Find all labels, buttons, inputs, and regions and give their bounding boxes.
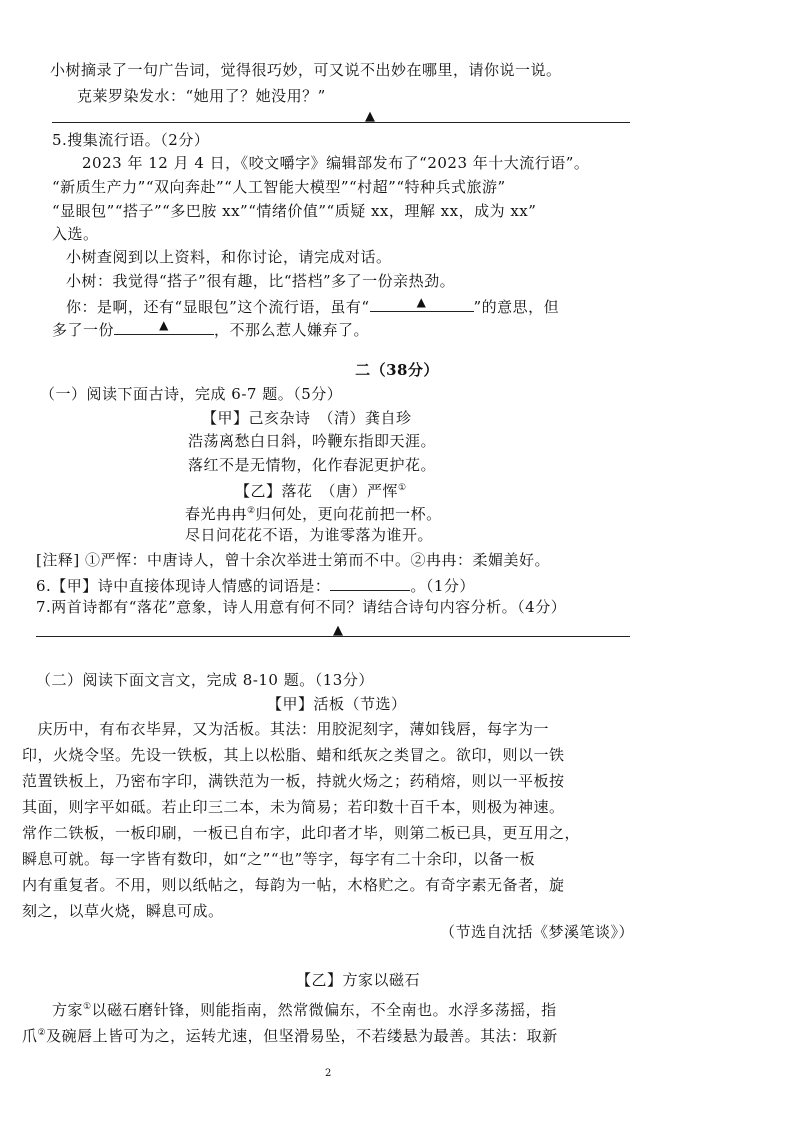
note-marker-1: ①: [83, 1002, 92, 1012]
text-a-line: 瞬息可就。每一字皆有数印，如“之”“也”等字，每字有二十余印，以备一板: [22, 850, 536, 868]
q5-blank-2[interactable]: [114, 318, 214, 335]
q5-dialogue-cont-text-a: 多了一份: [52, 321, 115, 339]
q5-dialogue-you-cont: [52, 318, 369, 340]
q6-blank[interactable]: [330, 574, 410, 591]
q5-paragraph-3: “显眼包”“搭子”“多巴胺 xx”“情绪价值”“质疑 xx，理解 xx，成为 xx”: [52, 202, 537, 220]
section-2-title: 二（38分）: [355, 361, 439, 379]
q4-intro: 小树摘录了一句广告词，觉得很巧妙，可又说不出妙在哪里，请你说一说。: [50, 61, 562, 79]
poem-1-line-2: 落红不是无情物，化作春泥更护花。: [188, 456, 437, 474]
text-b-line-2-b: 及碗唇上皆可为之，运转尤速，但坚滑易坠，不若缕悬为最善。其法：取新: [46, 1027, 558, 1045]
q5-title: 5.搜集流行语。（2分）: [52, 131, 210, 149]
blank-triangle-icon: ▲: [416, 295, 427, 309]
poem-2-line-2: 尽日问花花不语，为谁零落为谁开。: [185, 526, 434, 544]
q6-text-b: 。（1分）: [410, 577, 475, 595]
text-a-line: 范置铁板上，乃密布字印，满铁范为一板，持就火炀之；药稍熔，则以一平板按: [22, 772, 565, 790]
q6: [36, 574, 475, 596]
note-marker-2: ②: [247, 506, 256, 516]
text-b-line-2-a: 爪: [22, 1027, 38, 1045]
poem-1-line-1: 浩荡离愁白日斜，吟鞭东指即天涯。: [188, 432, 437, 450]
text-b-line-2: [22, 1023, 558, 1046]
q5-dialogue-you: [66, 295, 559, 317]
poem-2-title: [235, 478, 407, 501]
poem-2-line-1-b: 归何处，更向花前把一杯。: [255, 505, 442, 523]
answer-triangle-icon: ▲: [365, 109, 375, 124]
q5-dialogue-xiaoshu: 小树：我觉得“搭子”很有趣，比“搭档”多了一份亲热劲。: [66, 272, 456, 290]
q7: 7.两首诗都有“落花”意象，诗人用意有何不同？请结合诗句内容分析。（4分）: [36, 598, 567, 616]
answer-triangle-icon: ▲: [333, 623, 343, 638]
text-a-line: 印，火烧令坚。先设一铁板，其上以松脂、蜡和纸灰之类冒之。欲印，则以一铁: [22, 746, 565, 764]
poem-2-title-text: 【乙】落花 （唐）严恽: [235, 482, 399, 500]
answer-line-q4: [52, 122, 630, 123]
text-a-line: 内有重复者。不用，则以纸帖之，每韵为一帖，木格贮之。有奇字素无备者，旋: [22, 876, 565, 894]
part-2-title: （二）阅读下面文言文，完成 8-10 题。（13分）: [36, 671, 374, 689]
q5-dialogue-you-text-a: 你：是啊，还有“显眼包”这个流行语，虽有“: [66, 298, 370, 316]
text-a-line: 其面，则字平如砥。若止印三二本，未为简易；若印数十百千本，则极为神速。: [22, 798, 565, 816]
text-a-line: 常作二铁板，一板印刷，一板已自布字，此印者才毕，则第二板已具，更互用之，: [22, 824, 581, 842]
text-a-source: （节选自沈括《梦溪笔谈》）: [439, 923, 634, 941]
text-b-line-1: [52, 997, 557, 1020]
part-1-title: （一）阅读下面古诗，完成 6-7 题。（5分）: [40, 385, 343, 403]
poem-2-line-1: [185, 501, 442, 524]
text-b-line-1-a: 方家: [52, 1001, 84, 1019]
poem-notes: [注释] ①严恽：中唐诗人，曾十余次举进士第而不中。②冉冉：柔媚美好。: [36, 551, 550, 569]
blank-triangle-icon: ▲: [159, 318, 169, 332]
note-marker-2: ②: [37, 1028, 47, 1038]
text-a-title: 【甲】活板（节选）: [267, 695, 407, 713]
q5-dialogue-you-text-b: ”的意思，但: [473, 298, 560, 316]
text-a-line: 庆历中，有布衣毕昇，又为活板。其法：用胶泥刻字，薄如钱唇，每字为一: [22, 720, 550, 738]
q5-dialogue-cont-text-b: ，不那么惹人嫌弃了。: [214, 321, 370, 339]
text-a-line: 刻之，以草火烧，瞬息可成。: [22, 902, 224, 920]
q5-paragraph-1: 2023 年 12 月 4 日，《咬文嚼字》编辑部发布了“2023 年十大流行语”。: [82, 154, 590, 172]
text-b-line-1-b: 以磁石磨针锋，则能指南，然常微偏东，不全南也。水浮多荡摇，指: [91, 1001, 557, 1019]
q4-ad-quote: 克莱罗染发水：“她用了？她没用？”: [77, 87, 326, 105]
poem-1-title: 【甲】己亥杂诗 （清）龚自珍: [202, 409, 412, 427]
q6-text-a: 6.【甲】诗中直接体现诗人情感的词语是：: [36, 577, 331, 595]
poem-2-line-1-a: 春光冉冉: [185, 505, 248, 523]
q5-blank-1[interactable]: [370, 295, 474, 312]
q5-paragraph-2: “新质生产力”“双向奔赴”“人工智能大模型”“村超”“特种兵式旅游”: [52, 178, 506, 196]
q5-paragraph-4: 入选。: [52, 225, 99, 243]
note-marker-1: ①: [398, 483, 407, 493]
page-number: 2: [325, 1068, 332, 1079]
text-b-title: 【乙】方家以磁石: [296, 971, 421, 989]
q5-paragraph-5: 小树查阅到以上资料，和你讨论，请完成对话。: [66, 248, 392, 266]
